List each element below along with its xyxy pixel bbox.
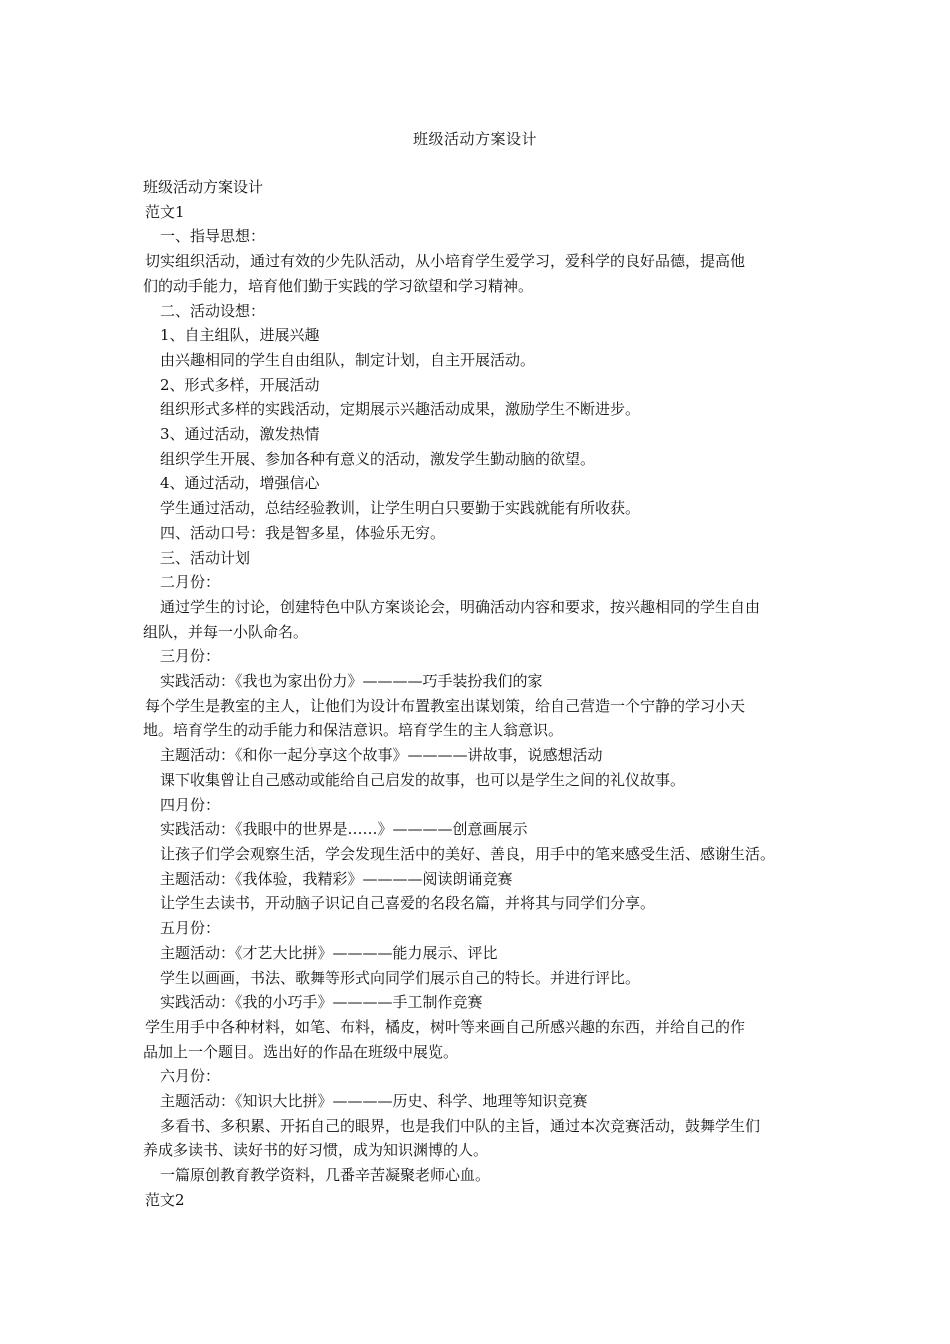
paragraph-line: 组织学生开展、参加各种有意义的活动，激发学生勤动脑的欲望。: [160, 449, 596, 468]
paragraph-line: 学生用手中各种材料，如笔、布料，橘皮，树叶等来画自己所感兴趣的东西，并给自己的作: [145, 1017, 746, 1036]
paragraph-line: 地。培育学生的动手能力和保洁意识。培育学生的主人翁意识。: [143, 721, 564, 740]
paragraph-line: 多看书、多积累、开拓自己的眼界，也是我们中队的主旨，通过本次竞赛活动，鼓舞学生们: [160, 1116, 761, 1135]
activity-line: 主题活动：《知识大比拼》————历史、科学、地理等知识竞赛: [160, 1092, 588, 1111]
section-heading: 二、活动设想：: [160, 301, 266, 320]
activity-line: 实践活动：《我的小巧手》————手工制作竞赛: [160, 993, 483, 1012]
month-heading: 三月份：: [160, 647, 221, 666]
paragraph-line: 组织形式多样的实践活动，定期展示兴趣活动成果，激励学生不断进步。: [160, 400, 641, 419]
activity-line: 实践活动：《我也为家出份力》————巧手装扮我们的家: [160, 672, 543, 691]
activity-line: 主题活动：《才艺大比拼》————能力展示、评比: [160, 943, 498, 962]
section-heading: 四、活动口号：我是智多星，体验乐无穷。: [160, 523, 446, 542]
subsection-heading: 1、自主组队，进展兴趣: [160, 326, 320, 345]
month-heading: 四月份：: [160, 795, 221, 814]
paragraph-line: 们的动手能力，培育他们勤于实践的学习欲望和学习精神。: [143, 276, 534, 295]
heading-line: 班级活动方案设计: [143, 178, 264, 196]
paragraph-line: 养成多读书、读好书的好习惯，成为知识渊博的人。: [143, 1141, 489, 1160]
page-title: 班级活动方案设计: [412, 130, 537, 148]
activity-line: 实践活动：《我眼中的世界是……》————创意画展示: [160, 820, 528, 839]
subsection-heading: 3、通过活动，激发热情: [160, 425, 320, 444]
sample-label: 范文2: [145, 1190, 185, 1209]
paragraph-line: 通过学生的讨论，创建特色中队方案谈论会，明确活动内容和要求，按兴趣相同的学生自由: [160, 597, 761, 616]
paragraph-line: 学生通过活动，总结经验教训，让学生明白只要勤于实践就能有所收获。: [160, 499, 641, 518]
section-heading: 一、指导思想：: [160, 227, 266, 246]
paragraph-line: 课下收集曾让自己感动或能给自己启发的故事，也可以是学生之间的礼仪故事。: [160, 770, 686, 789]
paragraph-line: 切实组织活动，通过有效的少先队活动，从小培育学生爱学习，爱科学的良好品德，提高他: [145, 252, 746, 271]
month-heading: 五月份：: [160, 919, 221, 938]
subsection-heading: 4、通过活动，增强信心: [160, 474, 320, 493]
subsection-heading: 2、形式多样，开展活动: [160, 375, 320, 394]
paragraph-line: 一篇原创教育教学资料，几番辛苦凝聚老师心血。: [160, 1166, 491, 1185]
sample-label: 范文1: [145, 202, 185, 221]
paragraph-line: 让孩子们学会观察生活，学会发现生活中的美好、善良，用手中的笔来感受生活、感谢生活。: [160, 844, 776, 863]
activity-line: 主题活动：《和你一起分享这个故事》————讲故事，说感想活动: [160, 746, 603, 765]
paragraph-line: 让学生去读书，开动脑子识记自己喜爱的名段名篇，并将其与同学们分享。: [160, 894, 656, 913]
month-heading: 六月份：: [160, 1067, 221, 1086]
paragraph-line: 品加上一个题目。选出好的作品在班级中展览。: [143, 1042, 459, 1061]
paragraph-line: 学生以画画，书法、歌舞等形式向同学们展示自己的特长。并进行评比。: [160, 968, 641, 987]
activity-line: 主题活动：《我体验，我精彩》————阅读朗诵竞赛: [160, 869, 513, 888]
paragraph-line: 由兴趣相同的学生自由组队，制定计划，自主开展活动。: [160, 350, 536, 369]
paragraph-line: 组队，并每一小队命名。: [143, 622, 309, 641]
document-body: [143, 175, 813, 1213]
section-heading: 三、活动计划: [160, 548, 251, 567]
paragraph-line: 每个学生是教室的主人，让他们为设计布置教室出谋划策，给自己营造一个宁静的学习小天: [145, 696, 746, 715]
month-heading: 二月份：: [160, 573, 221, 592]
